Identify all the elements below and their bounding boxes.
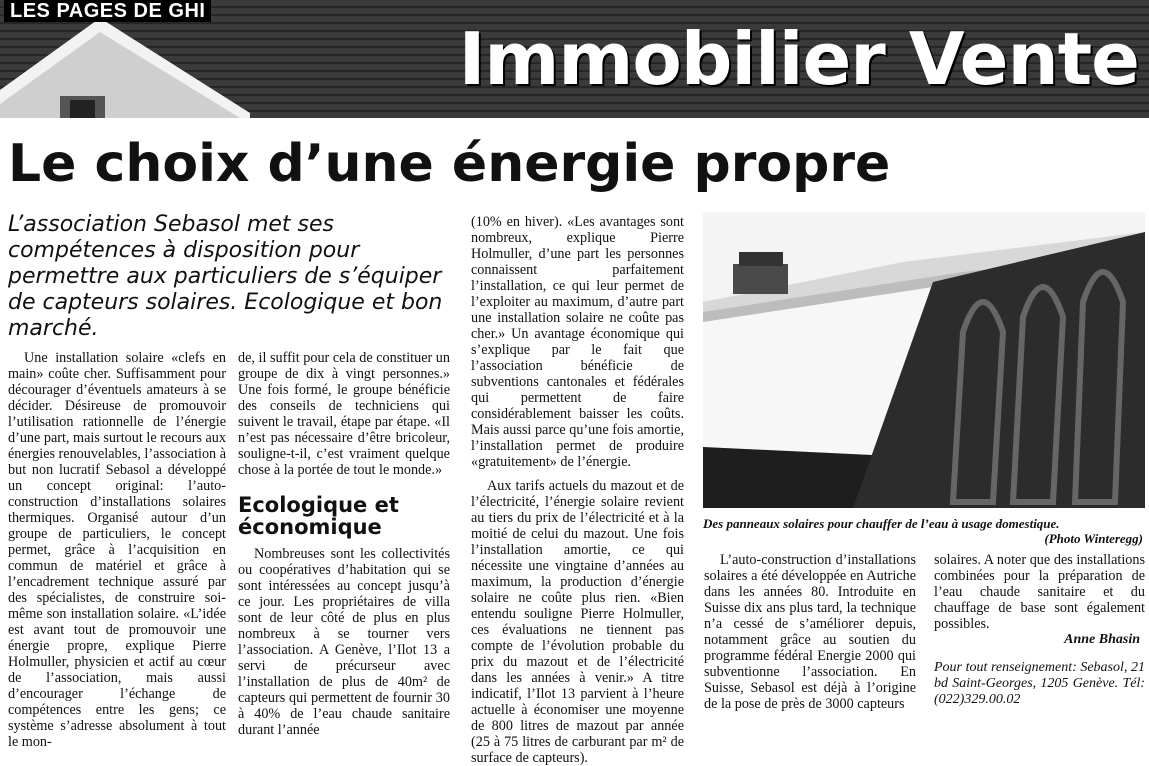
house-roof-illustration [0, 18, 250, 118]
section-kicker: LES PAGES DE GHI [4, 0, 211, 22]
body-paragraph: (10% en hiver). «Les avantages sont nombreux, explique Pierre Holmuller, d’une part les personnes connaissent parfaitement l’installation, ce qui leur permet de l’exploiter au maximum, d’autre part une installation solaire ne coûte pas cher.» Un avantage économique qui s’explique par le fait que l’association bénéficie de subventions cantonales et fédérales qui permettent de faire considérablement baisser les coûts. Mais aussi parce qu’une fois amortie, l’installation permet de produire «gratuitement» de l’énergie. [471, 214, 684, 470]
solar-panels-illustration [703, 212, 1145, 508]
article-column-4 [704, 552, 916, 712]
photo-credit: (Photo Winteregg) [1044, 531, 1143, 546]
body-paragraph: de, il suffit pour cela de constituer un groupe de dix à vingt personnes.» Une fois formé, le groupe bénéficie des conseils de techniciens qui suivent le travail, étape par étape. «Il n’est pas nécessaire d’être bricoleur, souligne-t-il, c’est vraiment quelque chose à la portée de tout le monde.» [238, 350, 450, 478]
solar-panels-photo [703, 212, 1145, 508]
section-title: Immobilier Vente [458, 17, 1139, 101]
article-lede: L’association Sebasol met ses compétences à disposition pour permettre aux particuliers de s’équiper de capteurs solaires. Ecologique et bon marché. [8, 212, 443, 341]
article-column-3 [471, 214, 684, 766]
article-byline: Anne Bhasin [1064, 632, 1140, 647]
body-paragraph: Aux tarifs actuels du mazout et de l’électricité, l’énergie solaire revient au tiers du prix de l’électricité et à la moitié de celui du mazout. Une fois l’installation amortie, ce qui nécessite une vingtaine d’années au maximum, la production d’énergie solaire ne coûte plus rien. «Bien entendu souligne Pierre Holmuller, ces évaluations ne tiennent pas compte de l’évolution probable du prix du mazout et de l’électricité dans les années à venir.» A titre indicatif, l’Ilot 13 parvient à l’heure actuelle à économiser une moyenne de 800 litres de mazout par année (25 à 75 litres de carburant par m² de surface de capteurs). [471, 478, 684, 766]
body-paragraph: solaires. A noter que des installations combinées pour la préparation de l’eau chaude sanitaire et du chauffage de base sont également possibles. [934, 552, 1145, 632]
article-subhead: Ecologique et économique [238, 493, 399, 539]
article-column-2-continued [238, 546, 450, 738]
section-banner [0, 0, 1149, 118]
photo-caption: Des panneaux solaires pour chauffer de l’eau à usage domestique. [703, 516, 1060, 531]
article-column-5 [934, 552, 1145, 632]
article-headline: Le choix d’une énergie propre [8, 134, 891, 194]
body-paragraph: Nombreuses sont les collectivités ou coopératives d’habitation qui se sont intéressées au concept jusqu’à ce jour. Les propriétaires de villa sont de leur côté de plus en plus nombreux à se tourner vers l’association. A Genève, l’Ilot 13 a servi de précurseur avec l’installation de plus de 40m² de capteurs qui permettent de fournir 30 à 40% de l’eau chaude sanitaire durant l’année [238, 546, 450, 738]
article-column-1 [8, 350, 226, 750]
contact-info: Pour tout renseignement: Sebasol, 21 bd Saint-Georges, 1205 Genève. Tél: (022)329.00.02 [934, 660, 1145, 707]
article-column-2 [238, 350, 450, 478]
body-paragraph: L’auto-construction d’installations solaires a été développée en Autriche dans les années 80. Introduite en Suisse dix ans plus tard, la technique n’a cessé de s’améliorer depuis, notamment grâce au soutien du programme fédéral Energie 2000 qui subventionne l’association. En Suisse, Sebasol est déjà à l’origine de la pose de près de 3000 capteurs [704, 552, 916, 712]
body-paragraph: Une installation solaire «clefs en main» coûte cher. Suffisamment pour décourager d’éventuels amateurs à se décider. Désireuse de promouvoir l’utilisation rationnelle de l’énergie d’une part, mais surtout le recours aux énergies renouvelables, l’association à but non lucratif Sebasol a développé un concept original: l’auto-construction d’installations solaires thermiques. Organisé autour d’un groupe de particuliers, le concept permet, grâce à l’acquisition en commun de matériel et grâce à l’encadrement technique assuré par des spécialistes, de construire soi-même son installation solaire. «L’idée est avant tout de promouvoir une énergie propre, explique Pierre Holmuller, physicien et actif au cœur de l’association, mais aussi d’encourager l’échange de compétences entre les gens; ce système s’adresse absolument à tout le mon- [8, 350, 226, 750]
